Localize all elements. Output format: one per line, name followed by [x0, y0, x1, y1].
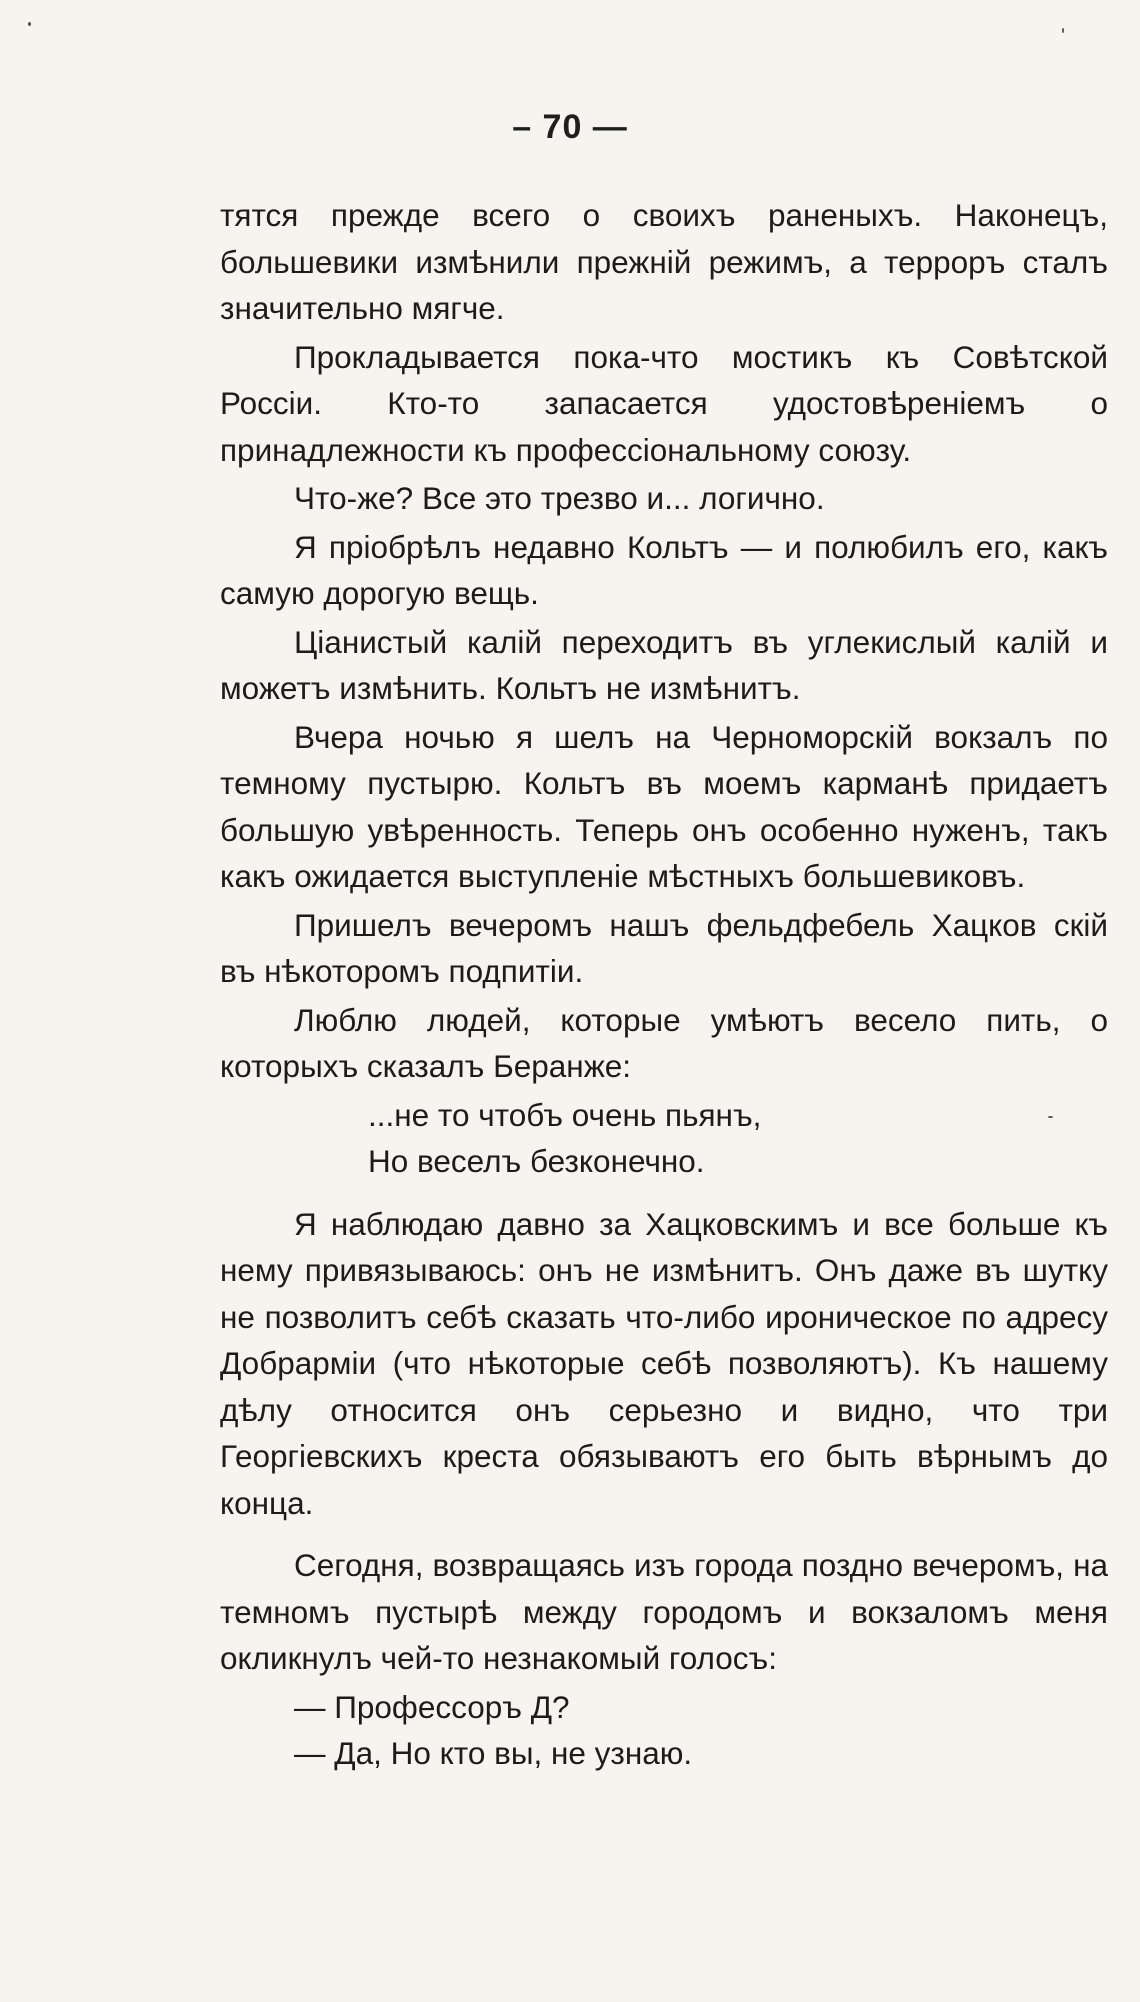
paragraph-5: Ціанистый калій переходитъ въ углекислый калій и можетъ измѣнить. Кольтъ не измѣнитъ.: [220, 623, 1108, 706]
page-body: [220, 192, 1108, 1777]
print-speck: [1062, 28, 1064, 33]
verse-quote: [220, 1092, 1108, 1185]
paragraph-10: Сегодня, возвращаясь изъ города поздно вечеромъ, на темномъ пустырѣ между городомъ и вокзаломъ меня окликнулъ чей-то незнакомый голосъ:: [220, 1547, 1108, 1676]
print-speck: [28, 22, 31, 26]
paragraph-6: Вчера ночью я шелъ на Черноморскій вокзалъ по темному пустырю. Кольтъ въ моемъ карманѣ придаетъ большую увѣренность. Теперь онъ особенно нуженъ, такъ какъ ожидается выступленіе мѣстныхъ большевиковъ.: [220, 718, 1108, 894]
paragraph-3: Что-же? Все это трезво и... логично.: [294, 480, 825, 516]
page-number: – 70 —: [512, 108, 628, 146]
verse-line-2: Но веселъ безконечно.: [368, 1143, 705, 1179]
verse-line-1: ...не то чтобъ очень пьянъ,: [368, 1096, 762, 1133]
paragraph-7: Пришелъ вечеромъ нашъ фельдфебель Хацков скій въ нѣкоторомъ подпитіи.: [220, 906, 1108, 989]
dialog-line-2: — Да, Но кто вы, не узнаю.: [294, 1735, 693, 1771]
paragraph-2: Прокладывается пока-что мостикъ къ Совѣтской Россіи. Кто-то запасается удостовѣреніемъ о принадлежности къ профессіональному союзу.: [220, 338, 1108, 468]
paragraph-9: Я наблюдаю давно за Хацковскимъ и все больше къ нему привязываюсь: онъ не измѣнитъ. Онъ даже въ шутку не позволитъ себѣ сказать что-либо ироническое по адресу Добрарміи (что нѣкоторые себѣ позволяютъ). Къ нашему дѣлу относится онъ серьезно и видно, что три Георгіевскихъ креста обязываютъ его быть вѣрнымъ до конца.: [220, 1205, 1108, 1521]
print-speck: [1048, 1116, 1053, 1118]
paragraph-1: тятся прежде всего о своихъ раненыхъ. Наконецъ, большевики измѣнили прежній режимъ, а терроръ сталъ значительно мягче.: [220, 197, 1108, 326]
paragraph-8: Люблю людей, которые умѣютъ весело пить, о которыхъ сказалъ Беранже:: [220, 1001, 1108, 1084]
paragraph-4: Я пріобрѣлъ недавно Кольтъ — и полюбилъ его, какъ самую дорогую вещь.: [220, 528, 1108, 611]
dialog-line-1: — Профессоръ Д?: [294, 1688, 570, 1725]
